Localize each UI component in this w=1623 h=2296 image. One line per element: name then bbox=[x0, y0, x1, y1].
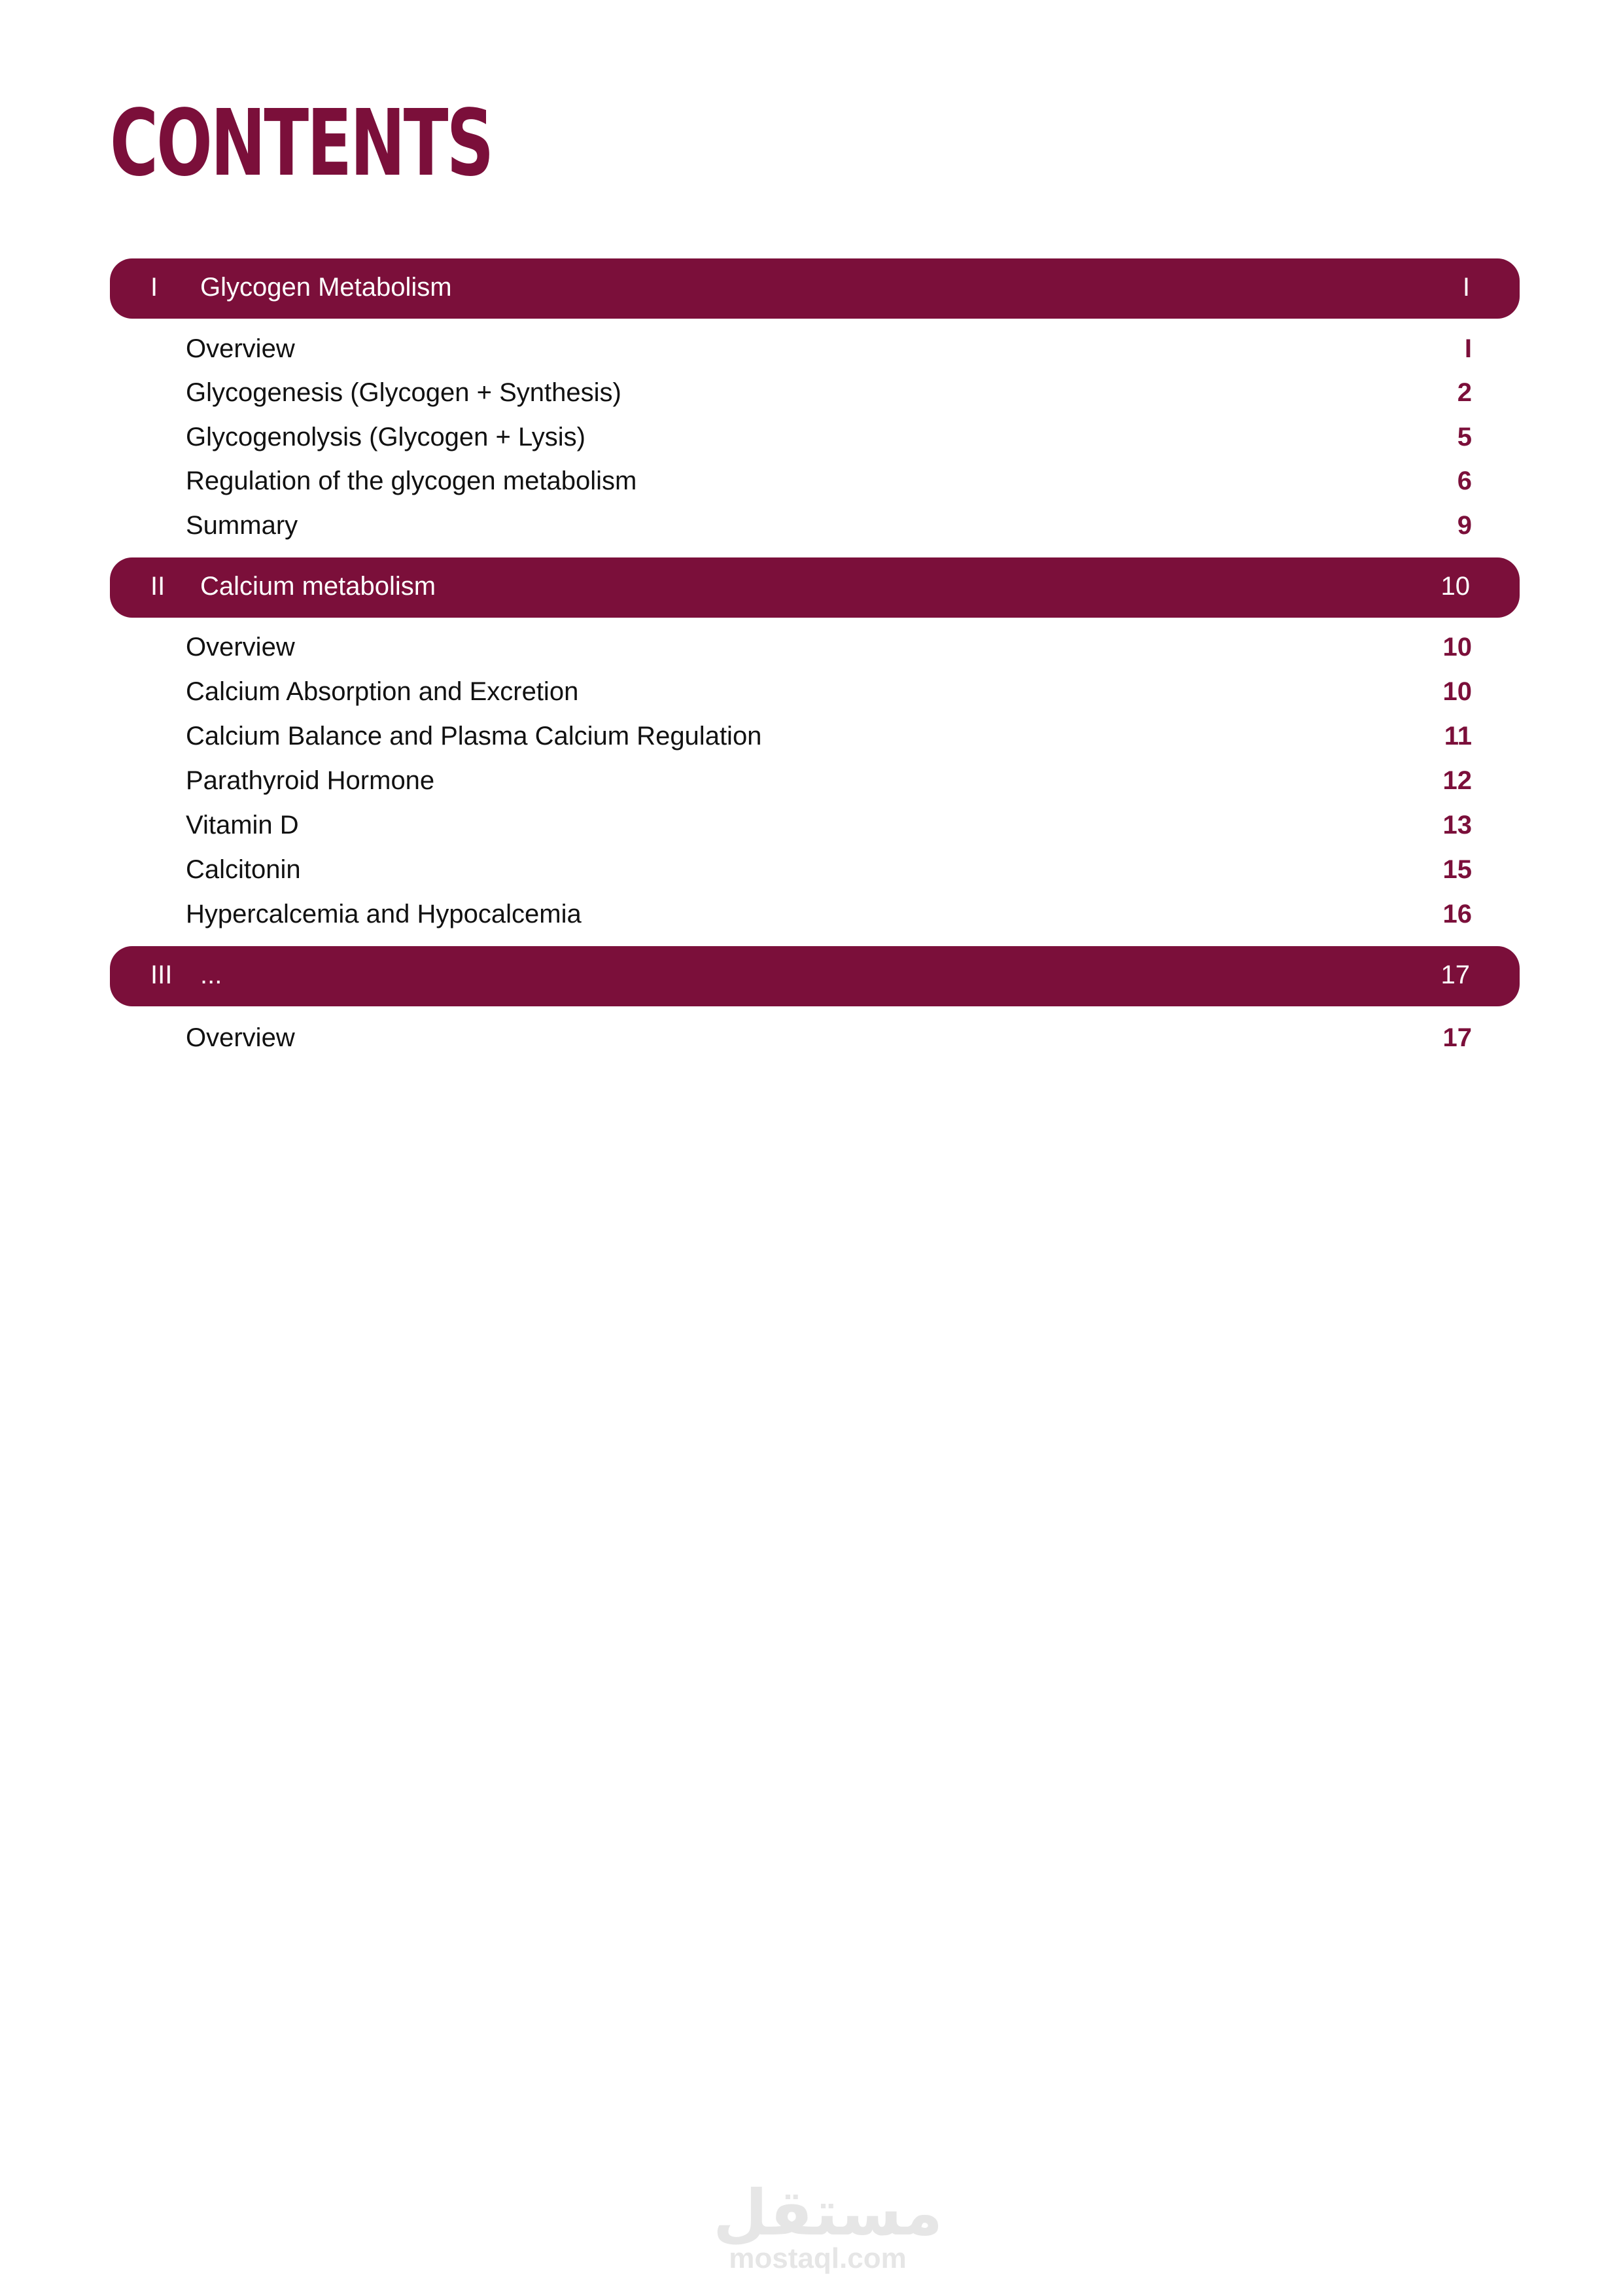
toc-entry-label: Regulation of the glycogen metabolism bbox=[186, 467, 637, 495]
toc-entry[interactable] bbox=[186, 463, 1472, 502]
section-title: Calcium metabolism bbox=[200, 572, 436, 601]
section-header-3[interactable] bbox=[110, 946, 1520, 1006]
section-number: III bbox=[150, 961, 173, 989]
toc-entry-label: Overview bbox=[186, 334, 295, 363]
toc-entry-page: 10 bbox=[1442, 633, 1472, 662]
watermark-arabic: مستقل bbox=[713, 2178, 943, 2248]
section-title: Glycogen Metabolism bbox=[200, 273, 452, 302]
toc-entry-label: Overview bbox=[186, 1023, 295, 1052]
toc-entry-page: 5 bbox=[1457, 423, 1472, 451]
toc-entry-label: Calcium Balance and Plasma Calcium Regulation bbox=[186, 722, 762, 751]
section-page-number: 17 bbox=[1440, 961, 1470, 989]
section-number: I bbox=[150, 273, 158, 302]
toc-entry[interactable] bbox=[186, 629, 1472, 668]
section-header-2[interactable] bbox=[110, 557, 1520, 618]
toc-entry[interactable] bbox=[186, 330, 1472, 370]
toc-entry[interactable] bbox=[186, 807, 1472, 846]
toc-entry-label: Vitamin D bbox=[186, 811, 299, 839]
toc-entry-label: Calcium Absorption and Excretion bbox=[186, 677, 579, 706]
toc-entry-label: Parathyroid Hormone bbox=[186, 766, 435, 795]
toc-entry-page: 9 bbox=[1457, 511, 1472, 540]
toc-entry-label: Summary bbox=[186, 511, 298, 540]
toc-entry[interactable] bbox=[186, 419, 1472, 458]
toc-entry-label: Hypercalcemia and Hypocalcemia bbox=[186, 900, 582, 928]
toc-entry[interactable] bbox=[186, 1019, 1472, 1059]
toc-entry-label: Glycogenesis (Glycogen + Synthesis) bbox=[186, 378, 621, 407]
toc-entry-page: 11 bbox=[1444, 722, 1472, 751]
watermark-logo bbox=[713, 2178, 943, 2275]
toc-entry[interactable] bbox=[186, 374, 1472, 414]
toc-entry-page: 17 bbox=[1442, 1023, 1472, 1052]
toc-entry-label: Glycogenolysis (Glycogen + Lysis) bbox=[186, 423, 585, 451]
toc-entry-page: 12 bbox=[1442, 766, 1472, 795]
toc-entry-page: 10 bbox=[1442, 677, 1472, 706]
toc-entry-page: 16 bbox=[1442, 900, 1472, 928]
toc-entry[interactable] bbox=[186, 851, 1472, 891]
toc-entry-page: 13 bbox=[1442, 811, 1472, 839]
section-title: ... bbox=[200, 961, 222, 989]
page-title: CONTENTS bbox=[110, 90, 493, 197]
section-page-number: I bbox=[1462, 273, 1470, 302]
watermark-latin: mostaql.com bbox=[729, 2242, 907, 2274]
section-header-1[interactable] bbox=[110, 258, 1520, 319]
toc-entry[interactable] bbox=[186, 673, 1472, 713]
section-number: II bbox=[150, 572, 166, 601]
toc-entry-label: Calcitonin bbox=[186, 855, 301, 884]
toc-entry[interactable] bbox=[186, 896, 1472, 935]
toc-entry-page: 15 bbox=[1442, 855, 1472, 884]
toc-entry-page: I bbox=[1464, 334, 1472, 363]
toc-entry[interactable] bbox=[186, 507, 1472, 546]
toc-entry-page: 6 bbox=[1457, 467, 1472, 495]
toc-entry-page: 2 bbox=[1457, 378, 1472, 407]
toc-entry-label: Overview bbox=[186, 633, 295, 662]
toc-entry[interactable] bbox=[186, 718, 1472, 757]
toc-entry[interactable] bbox=[186, 762, 1472, 802]
section-page-number: 10 bbox=[1440, 572, 1470, 601]
